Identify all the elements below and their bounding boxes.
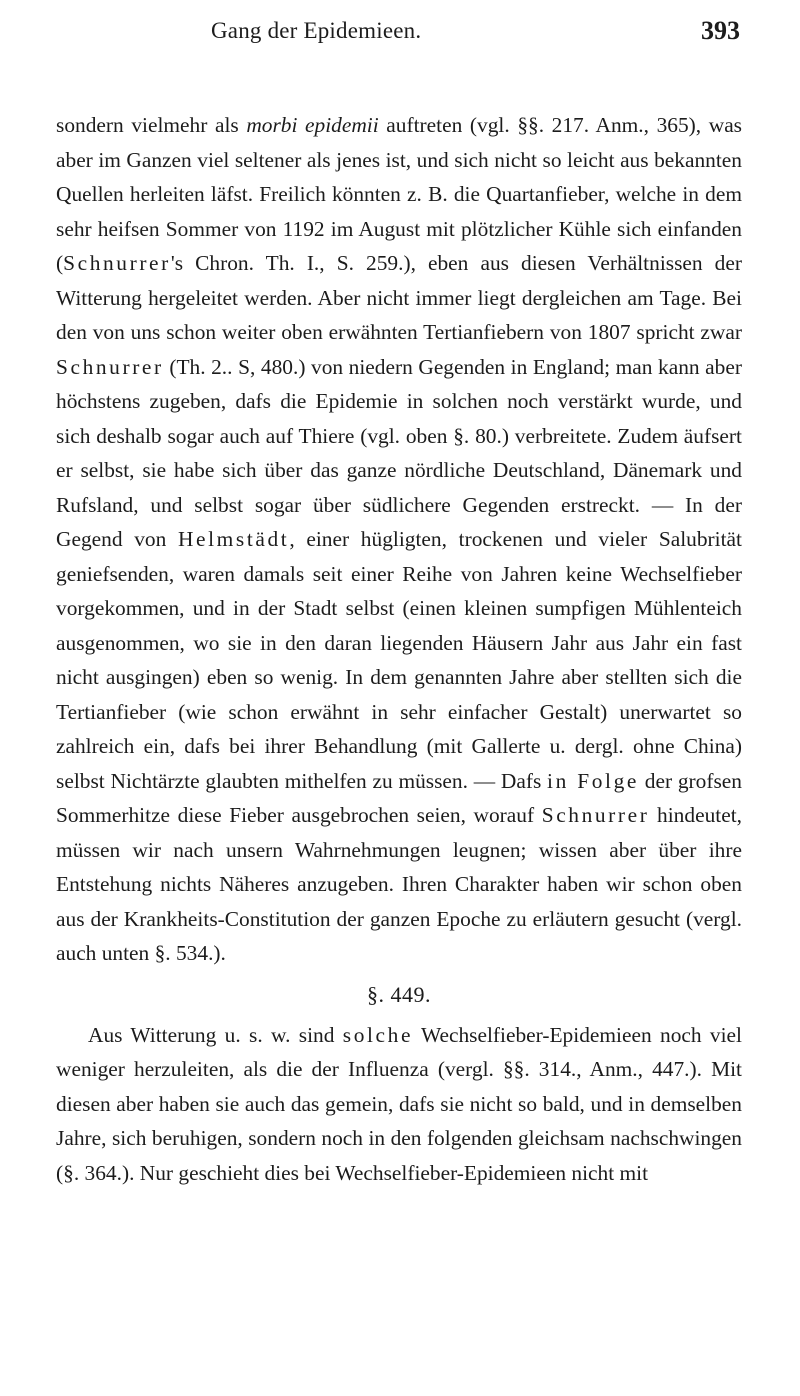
text-run: sondern vielmehr als: [56, 113, 247, 137]
running-header: [56, 0, 742, 72]
page-body: [56, 108, 742, 1190]
emphasis-author-name: Schnurrer: [56, 354, 164, 379]
text-run: 's Chron. Th. I., S. 259.), eben aus diesen Verhältnissen der Witterung hergeleitet werden. Aber nicht immer liegt dergleichen am Tage. Bei den von uns schon weiter oben erwähnten Tertianfiebern von 1807 spricht zwar: [56, 251, 742, 344]
text-run: Aus Witterung u. s. w. sind: [88, 1022, 343, 1047]
emphasis-latin-term: morbi epidemii: [246, 113, 379, 137]
emphasis-author-name: Schnurrer: [541, 803, 650, 827]
emphasis-phrase: in Folge: [547, 768, 639, 793]
running-title: Gang der Epidemieen.: [211, 18, 422, 43]
text-run: (Th. 2.. S, 480.) von niedern Gegenden in England; man kann aber höchstens zugeben, dafs die Epidemie in solchen noch verstärkt wurde, und sich deshalb sogar auch auf Thiere (vgl. oben §. 80.) verbreitete. Zudem äufsert er selbst, sie habe sich über das ganze nördliche Deutschland, Dänemark und Rufsland, und selbst sogar über südlichere Gegenden erstreckt. — In der Gegend von: [56, 354, 742, 551]
section-heading: §. 449.: [367, 981, 431, 1007]
emphasis-word: solche: [342, 1022, 414, 1047]
paragraph-section-449: [56, 1018, 742, 1191]
text-run: , einer hügligten, trockenen und vieler Salubrität geniefsenden, waren damals seit einer Reihe von Jahren keine Wechselfieber vorgekommen, und in der Stadt selbst (einen kleinen sumpfigen Mühlenteich ausgenommen, wo sie in den daran liegenden Häusern Jahr aus Jahr ein fast nicht ausgingen) eben so wenig. In dem genannten Jahre aber stellten sich die Tertianfieber (wie schon erwähnt in sehr einfacher Gestalt) unerwartet so zahlreich ein, dafs bei ihrer Behandlung (mit Gallerte u. dergl. ohne China) selbst Nichtärzte glaubten mithelfen zu müssen. — Dafs: [56, 527, 742, 793]
paragraph-continued: [56, 108, 742, 971]
emphasis-place-name: Helmstädt: [178, 527, 290, 551]
text-run: der grofsen Sommerhitze diese Fieber ausgebrochen seien, worauf: [56, 768, 742, 827]
emphasis-author-name: Schnurrer: [63, 251, 171, 275]
page-number: 393: [701, 16, 740, 45]
text-run: Wechselfieber-Epidemieen noch viel weniger herzuleiten, als die der Influenza (vergl. §§. 314., Anm., 447.). Mit diesen aber haben sie auch das gemein, dafs sie nicht so bald, und in demselben Jahre, sich beruhigen, sondern noch in den folgenden gleichsam nachschwingen (§. 364.). Nur geschieht dies bei Wechselfieber-Epidemieen nicht mit: [56, 1022, 742, 1185]
text-run: auftreten (vgl. §§. 217. Anm., 365), was aber im Ganzen viel seltener als jenes ist, und sich nicht so leicht aus bekannten Quellen herleiten läfst. Freilich könnten z. B. die Quartanfieber, welche in dem sehr heifsen Sommer von 1192 im August mit plötzlicher Kühle sich einfanden (: [56, 113, 743, 275]
text-run: hindeutet, müssen wir nach unsern Wahrnehmungen leugnen; wissen aber über ihre Entstehung nichts Näheres anzugeben. Ihren Charakter haben wir schon oben aus der Krankheits-Constitution der ganzen Epoche zu erläutern gesucht (vergl. auch unten §. 534.).: [56, 803, 742, 965]
